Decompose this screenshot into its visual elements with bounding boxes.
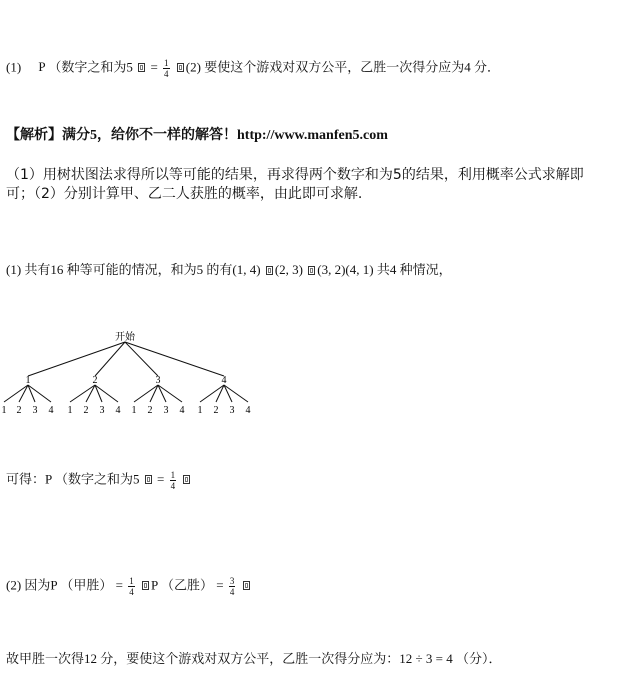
tree-leaf: 2 (147, 405, 153, 416)
missing-glyph-icon (183, 475, 190, 484)
tree-edges (4, 342, 248, 402)
equals-sign: = (115, 577, 123, 593)
fraction (170, 470, 177, 491)
enumeration-text-b: (2, 3) (274, 262, 303, 277)
equals-sign: = (150, 59, 158, 75)
fraction-denominator: 4 (129, 587, 134, 597)
missing-glyph-icon (138, 63, 145, 72)
tree-leaf: 4 (48, 405, 54, 416)
tree-branch-4: 4 (221, 375, 227, 386)
enumeration-line (6, 262, 452, 278)
fraction-denominator: 4 (229, 587, 235, 597)
conclusion-line: 故甲胜一次得12 分，要使这个游戏对双方公平，乙胜一次得分应为：12 ÷ 3 = 4 （分）． (6, 651, 502, 666)
probability-symbol: P (38, 59, 46, 75)
fraction-numerator: 1 (170, 470, 176, 480)
fraction (229, 576, 236, 597)
fraction-numerator: 1 (129, 576, 134, 586)
tree-leaf: 2 (83, 405, 89, 416)
analysis-heading: 【解析】满分5，给你不一样的解答！http://www.manfen5.com (6, 128, 388, 143)
tree-leaf: 3 (32, 405, 38, 416)
fraction-denominator: 4 (164, 69, 169, 79)
tree-leaf: 2 (213, 405, 219, 416)
answer-line (6, 58, 500, 79)
tree-leaf: 1 (131, 405, 137, 416)
tree-branch-1: 1 (25, 375, 31, 386)
tree-leaf: 4 (245, 405, 251, 416)
prob-text-a: (2) 因为P （甲胜） (6, 577, 113, 593)
probabilities-line (6, 576, 252, 597)
missing-glyph-icon (243, 581, 250, 590)
enumeration-text-c: (3, 2)(4, 1) 共4 种情况， (317, 262, 452, 277)
tree-diagram (0, 330, 260, 420)
part2-text: 要使这个游戏对双方公平，乙胜一次得分应为4 分． (204, 59, 500, 75)
result-text: 可得：P （数字之和为5 (6, 471, 140, 487)
tree-leaf: 3 (163, 405, 169, 416)
missing-glyph-icon (308, 266, 315, 275)
missing-glyph-icon (266, 266, 273, 275)
fraction-numerator: 1 (164, 58, 169, 68)
part1-label: (1) (6, 59, 22, 75)
fraction (128, 576, 135, 597)
fraction-numerator: 3 (229, 576, 235, 586)
missing-glyph-icon (145, 475, 152, 484)
tree-leaf: 1 (67, 405, 73, 416)
tree-root: 开始 (115, 332, 135, 343)
part2-label: (2) (185, 59, 201, 75)
tree-leaf: 3 (229, 405, 235, 416)
tree-branch-3: 3 (155, 375, 161, 386)
result-line (6, 470, 192, 491)
tree-leaf: 4 (115, 405, 121, 416)
fraction (163, 58, 170, 79)
tree-leaf: 4 (179, 405, 185, 416)
tree-branch-2: 2 (92, 375, 98, 386)
analysis-paragraph (6, 166, 621, 204)
tree-leaf: 1 (1, 405, 7, 416)
fraction-denominator: 4 (170, 481, 176, 491)
tree-leaf: 2 (16, 405, 22, 416)
tree-leaf: 3 (99, 405, 105, 416)
equals-sign: = (157, 471, 165, 487)
missing-glyph-icon (177, 63, 184, 72)
enumeration-text-a: (1) 共有16 种等可能的情况，和为5 的有(1, 4) (6, 262, 261, 277)
tree-leaf: 1 (197, 405, 203, 416)
analysis-line-1: （1）用树状图法求得所以等可能的结果，再求得两个数字和为5的结果，利用概率公式求解即 (6, 167, 584, 183)
missing-glyph-icon (142, 581, 149, 590)
prob-text-b: P （乙胜） (151, 577, 213, 593)
condition-text: （数字之和为5 (48, 59, 133, 75)
equals-sign: = (216, 577, 224, 593)
analysis-line-2: 可；（2）分别计算甲、乙二人获胜的概率，由此即可求解. (6, 186, 363, 202)
